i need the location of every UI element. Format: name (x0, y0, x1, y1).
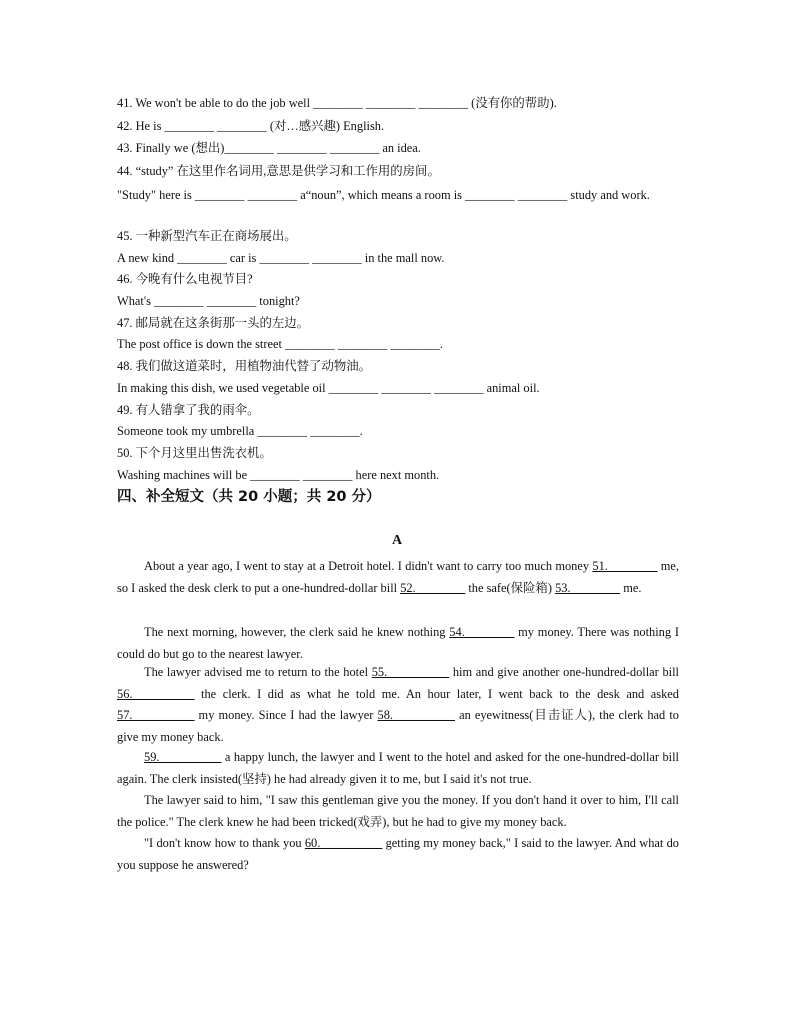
answer-blank: 52.________ (400, 580, 466, 595)
question-46: What's ________ ________ tonight? (117, 294, 300, 308)
question-45-prompt: 45. 一种新型汽车正在商场展出。 (117, 229, 297, 243)
paragraph-text: my money. There was nothing I could do but go to the nearest lawyer. (117, 625, 679, 661)
question-50: Washing machines will be ________ ________ here next month. (117, 468, 440, 482)
paragraph-text: the clerk. I did as what he told me. An hour later, I went back to the desk and asked (194, 686, 679, 701)
paragraph-2 (117, 622, 679, 665)
answer-blank: 56.__________ (117, 686, 195, 701)
answer-blank: 54.________ (449, 625, 515, 639)
paragraph-4 (117, 747, 679, 790)
answer-blank: 60.__________ (304, 836, 383, 850)
answer-blank: 59.__________ (144, 750, 222, 764)
paragraph-text: a happy lunch, the lawyer and I went to the hotel and asked for the one-hundred-dollar bill again. The clerk insisted(坚持) he had already given it to me, but I said it's not true. (117, 750, 679, 786)
question-42: 42. He is ________ ________ (对…感兴趣) English. (117, 119, 385, 133)
section-heading: 四、补全短文（共 20 小题；共 20 分） (117, 489, 381, 505)
paragraph-text: getting my money back," I said to the lawyer. And what do you suppose he answered? (117, 836, 679, 872)
answer-blank: 53.________ (555, 580, 621, 595)
paragraph-text: an eyewitness(目击证人), the clerk had to give my money back. (117, 708, 679, 744)
paragraph-text: The lawyer said to him, "I saw this gentleman give you the money. If you don't hand it over to him, I'll call the police." The clerk knew he had been tricked(戏弄), but he had to give my money back. (117, 793, 679, 829)
question-44-prompt: 44. “study” 在这里作名词用,意思是供学习和工作用的房间。 (117, 164, 440, 178)
paragraph-5 (117, 790, 679, 833)
paragraph-3 (117, 662, 679, 748)
question-43: 43. Finally we (想出)________ ________ ________ an idea. (117, 141, 421, 155)
passage-title: A (391, 533, 403, 548)
answer-blank: 55.__________ (371, 665, 450, 679)
question-49: Someone took my umbrella ________ ________. (117, 424, 363, 438)
question-47-prompt: 47. 邮局就在这条街那一头的左边。 (117, 316, 310, 330)
question-45: A new kind ________ car is ________ ________ in the mall now. (117, 251, 445, 265)
paragraph-6 (117, 833, 679, 876)
question-50-prompt: 50. 下个月这里出售洗衣机。 (117, 446, 272, 460)
paragraph-text: The next morning, however, the clerk said he knew nothing (144, 625, 450, 639)
question-47: The post office is down the street ________ ________ ________. (117, 337, 444, 351)
question-41: 41. We won't be able to do the job well ________ ________ ________ (没有你的帮助). (117, 96, 557, 110)
answer-blank: 58.__________ (377, 708, 455, 722)
answer-blank: 57.__________ (117, 708, 195, 722)
paragraph-text: me, so I asked the desk clerk to put a one-hundred-dollar bill (117, 559, 679, 595)
paragraph-text: my money. Since I had the lawyer (194, 708, 378, 722)
paragraph-text: About a year ago, I went to stay at a Detroit hotel. I didn't want to carry too much money (144, 559, 593, 573)
answer-blank: 51.________ (592, 559, 658, 573)
question-44: "Study" here is ________ ________ a“noun”, which means a room is ________ ________ study and work. (117, 188, 650, 202)
paragraph-text: The lawyer advised me to return to the hotel (144, 665, 372, 679)
paragraph-1 (117, 556, 679, 599)
paragraph-text: the safe(保险箱) (465, 580, 556, 595)
paragraph-text: him and give another one-hundred-dollar bill (449, 665, 679, 679)
paragraph-text: "I don't know how to thank you (144, 836, 305, 850)
question-49-prompt: 49. 有人错拿了我的雨伞。 (117, 403, 260, 417)
question-48: In making this dish, we used vegetable oil ________ ________ ________ animal oil. (117, 381, 540, 395)
question-48-prompt: 48. 我们做这道菜时，用植物油代替了动物油。 (117, 359, 372, 373)
question-46-prompt: 46. 今晚有什么电视节目? (117, 272, 253, 286)
paragraph-text: me. (620, 580, 642, 595)
